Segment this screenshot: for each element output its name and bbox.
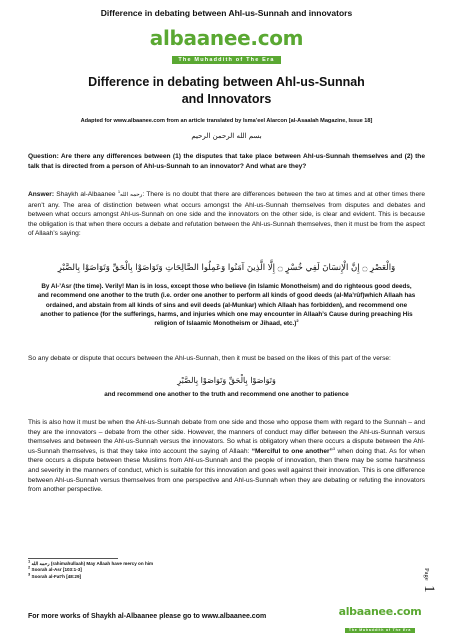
para3-before: This is also how it must be when the Ahl-us-Sunnah debate from one side and those who oppose them with regard to the Sunnah – and they are the innovators – debate from the other side. However, the manners of conduct may differ between the Ahl-us-Sunnah versus themselves and between the Ahl-us-Sunnah versus the innovators. So what is obligatory when there occurs a dispute between the Ahl-us-Sunnah themselves, is that they take into account the saying of Allaah: <box>28 419 425 455</box>
page-digit: 1 <box>421 585 437 593</box>
footnote-ref-3[interactable]: 3 <box>332 445 336 451</box>
page-number-rotated <box>420 568 438 593</box>
footer-link-text[interactable]: For more works of Shaykh al-Albaanee please go to www.albaanee.com <box>28 613 267 620</box>
question-paragraph: Question: Are there any differences between (1) the disputes that take place between Ahl-us-Sunnah themselves and (2) the talk that is directed from a person of Ahl-us-Sunnah to an innovator? And what are they? <box>28 153 425 170</box>
running-title: Difference in debating between Ahl-us-Sunnah and innovators <box>100 8 353 18</box>
footer-logo-wordmark: albaanee.com <box>338 605 422 618</box>
footnote-divider <box>28 558 118 559</box>
footnote-ref-1[interactable]: 1 <box>117 188 121 194</box>
footnote-3 <box>28 571 328 580</box>
quran-verse-excerpt: وَتَوَاصَوْا بِالْحَقِّ وَتَوَاصَوْا بِالصَّبْرِ <box>177 376 276 385</box>
title-line-1: Difference in debating between Ahl-us-Sunnah <box>88 75 365 89</box>
logo-wordmark: albaanee.com <box>149 26 304 50</box>
attribution-line: Adapted for www.albaanee.com from an article translated by Isma’eel Alarcon [al-Asaalah Magazine, Issue 18] <box>80 118 373 124</box>
footnote-text: Soorah al-Asr [103:1-3] <box>31 567 82 573</box>
body-paragraph-2: So any debate or dispute that occurs between the Ahl-us-Sunnah, then it must be based on the likes of this part of the verse: <box>28 355 391 362</box>
header-logo[interactable] <box>0 28 453 66</box>
para3-after: when doing that. As for when there occurs a dispute between these Muslims from Ahl-us-Sunnah and the people of innovation, then there may be some harshness and severity in the manners of conduct, which is suitable for this innovation and goes well against their innovation. This is one difference between Ahl-us-Sunnah versus themselves from one perspective and Ahl-us-Sunnah when they are debating or refuting the innovators from another perspective. <box>28 447 426 494</box>
answer-honorific: رحمه الله <box>120 192 143 198</box>
footnote-text: رحمه الله (rahimahullaah) May Allaah have mercy on him <box>31 561 154 566</box>
title-line-2: and Innovators <box>181 92 272 106</box>
verse-translation-text: By Al-’Asr (the time). Verily! Man is in loss, except those who believe (in Islamic Monotheism) and do righteous good deeds, and recommend one another to the truth (i.e. order one another to perform all kinds of good deeds (al-Ma’rûf)which Allaah has ordained, and abstain from all kinds of sins and evil deeds (al-Munkar) which Allaah has forbidden), and recommend one another to patience (for the sufferings, harms, and injuries which one may encounter in Allaah’s Cause during preaching His religion of Islaamic Monotheism or Jihaad, etc.) <box>37 283 416 328</box>
footnotes <box>28 558 328 580</box>
quran-verse-asr: وَالْعَصْرِ ۝ إِنَّ الْإِنسَانَ لَفِي خُسْرٍ ۝ إِلَّا الَّذِينَ آمَنُوا وَعَمِلُوا الصَّالِحَاتِ وَتَوَاصَوْا بِالْحَقِّ وَتَوَاصَوْا بِالصَّبْرِ <box>57 263 396 273</box>
verse-translation-asr <box>36 282 417 328</box>
footnote-ref-2[interactable]: 2 <box>296 318 299 324</box>
answer-text: : There is no doubt that there are differences between the two at times and at other times there aren’t any. The area of distinction between what occurs amongst the Ahl-us-Sunnah themselves from disputes and debates and between what occurs amongst Ahl-us-Sunnah on one side and the innovators on the other side, is clear and evident. This is because the obligation is that when there occurs a debate and refutation between the Ahl-us-Sunnah themselves, then it must be from the aspect of Allaah’s saying: <box>28 191 425 238</box>
logo-tagline: The Muhaddith of The Era <box>172 56 280 64</box>
merciful-quote: “Merciful to one another” <box>251 447 333 455</box>
answer-label: Answer: <box>28 191 55 198</box>
body-paragraph-3 <box>28 418 425 495</box>
footnote-mark: 1 <box>28 558 31 564</box>
footer-logo-tagline: The Muhaddith of The Era <box>345 628 415 633</box>
verse-excerpt-translation: and recommend one another to the truth and recommend one another to patience <box>104 391 349 398</box>
footnote-mark: 3 <box>28 571 31 577</box>
page-number <box>421 568 444 618</box>
answer-speaker: Shaykh al-Albaanee <box>56 191 116 198</box>
footer-logo[interactable] <box>332 606 428 636</box>
page-label: Page <box>423 568 430 581</box>
footnote-text: Soorah al-Fat’h [48:29] <box>31 573 82 579</box>
footnote-mark: 2 <box>28 564 31 570</box>
answer-paragraph <box>28 190 425 239</box>
document-title <box>40 74 413 108</box>
basmala: بسم الله الرحمن الرحيم <box>191 132 262 140</box>
